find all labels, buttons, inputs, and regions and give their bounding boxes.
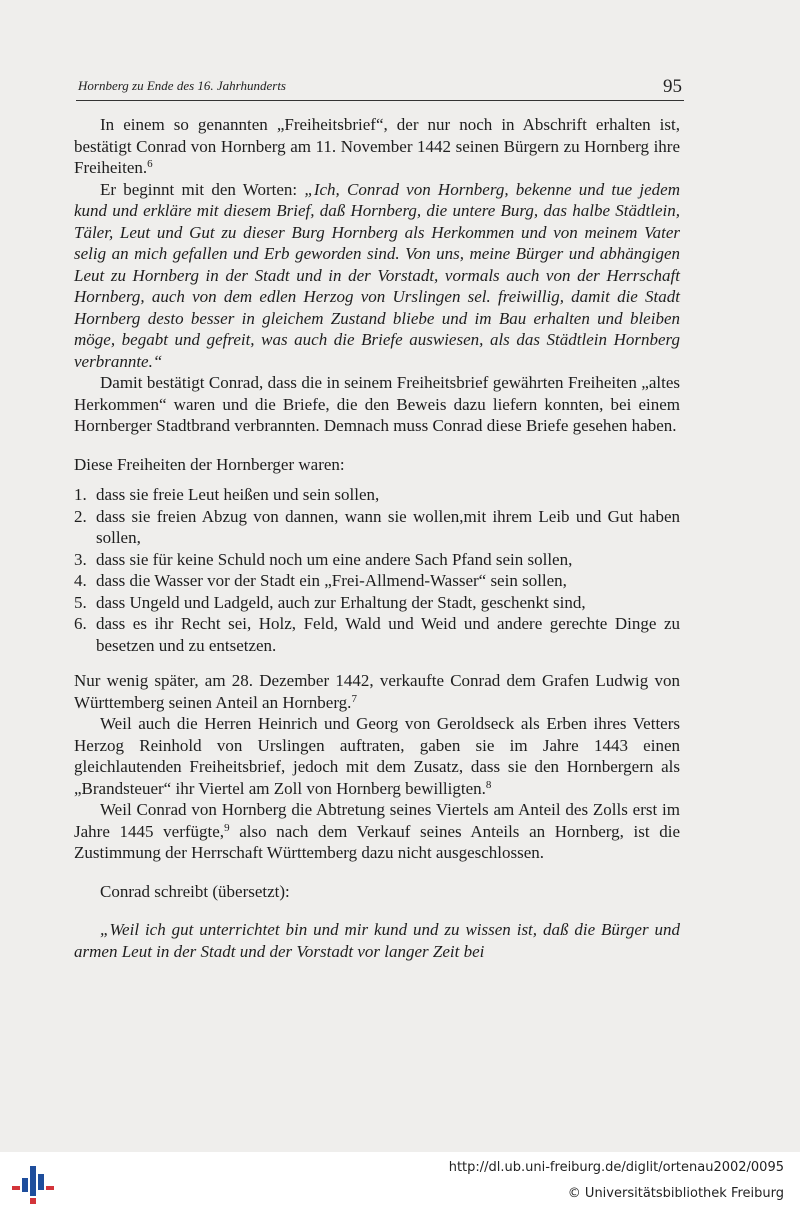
paragraph-8: „Weil ich gut unterrichtet bin und mir kund und zu wissen ist, daß die Bürger und armen Leut in der Stadt und der Vorstadt vor langer Zeit bei [74,920,680,961]
list-item: 6. dass es ihr Recht sei, Holz, Feld, Wald und Weid und andere gerechte Dinge zu besetzen und zu entsetzen. [74,614,680,655]
list-item: 1. dass sie freie Leut heißen und sein sollen, [74,485,380,504]
footnote-ref: 8 [485,778,492,791]
quote-text: „Ich, Conrad von Hornberg, bekenne und tue jedem kund und erkläre mit diesem Brief, daß Hornberg, die untere Burg, das halbe Städtlein, Täler, Leut und Gut zu dieser Burg Hornberg als Herkommen und von meinem Vater selig an mich gefallen und Erb geworden sind. Von uns, meine Bürger und abhängigen Leut zu Hornberg in der Stadt und in der Vorstadt, vormals auch von der Herrschaft Hornberg, auch von dem edlen Herzog von Urslingen sel. freiwillig, damit die Stadt Hornberg desto besser in gleichem Zustand bliebe und im Bau erhalten und bleiben möge, begabt und gefreit, was auch die Briefe auswiesen, als das Städtlein Hornberg verbrannte.“ [74,179,680,371]
list-item: 3. dass sie für keine Schuld noch um eine andere Sach Pfand sein sollen, [74,549,573,569]
list-item: 2. dass sie freien Abzug von dannen, wann sie wollen,mit ihrem Leib und Gut haben sollen, [74,506,680,547]
footer-bar [0,1152,800,1212]
paragraph-6: Weil Conrad von Hornberg die Abtretung seines Viertels am Anteil des Zolls erst im Jahre 1445 verfügte,$^9$ also nach dem Verkauf seines Anteils an Hornberg, ist die Zustimmung der Herrschaft Württemberg dazu nicht ausgeschlossen. [74,800,680,862]
paragraph-3: Damit bestätigt Conrad, dass die in seinem Freiheitsbrief gewährten Freiheiten „altes Herkommen“ waren und die Briefe, die den Beweis dazu liefern konnten, bei einem Hornberger Stadtbrand verbrannten. Demnach muss Conrad diese Briefe gesehen haben. [74,373,680,435]
list-intro: Diese Freiheiten der Hornberger waren: [74,454,345,474]
copyright-notice: © Universitätsbibliothek Freiburg [567,1186,784,1201]
footnote-ref: 7 [351,692,357,705]
paragraph-4: Nur wenig später, am 28. Dezember 1442, verkaufte Conrad dem Grafen Ludwig von Württemberg seinen Anteil an Hornberg.$^7$ [74,671,680,712]
list-item: 4. dass die Wasser vor der Stadt ein „Frei-Allmend-Wasser“ sein sollen, [74,571,567,590]
paragraph-5: Weil auch die Herren Heinrich und Georg von Geroldseck als Erben ihres Vetters Herzog Reinhold von Urslingen auftraten, gaben sie im Jahre 1443 einen gleichlautenden Freiheitsbrief, jedoch mit dem Zusatz, dass sie den Hornbergern als „Brandsteuer“ ihr Viertel am Zoll von Hornberg bewilligten.$^8$ [74,714,680,798]
header-title: Hornberg zu Ende des 16. Jahrhunderts [78,78,286,93]
paragraph-1: In einem so genannten „Freiheitsbrief“, der nur noch in Abschrift erhalten ist, bestätigt Conrad von Hornberg am 11. November 1442 seinen Bürgern zu Hornberg ihre Freiheiten.$^6$ [74,115,680,177]
paragraph-2: Er beginnt mit den Worten: „Ich, Conrad von Hornberg, bekenne und tue jedem kund und erkläre mit diesem Brief, daß Hornberg, die untere Burg, das halbe Städtlein, Täler, Leut und Gut zu dieser Burg Hornberg als Herkommen und von meinem Vater selig an mich gefallen und Erb geworden sind. Von uns, meine Bürger und abhängigen Leut zu Hornberg in der Stadt und in der Vorstadt, vormals auch von der Herrschaft Hornberg, auch von dem edlen Herzog von Urslingen sel. freiwillig, damit die Stadt Hornberg desto besser in gleichem Zustand bliebe und im Bau erhalten und bleiben möge, begabt und gefreit, was auch die Briefe auswiesen, als das Städtlein Hornberg verbrannte.“ [74,179,680,371]
body-text [74,114,680,962]
footnote-ref: 9 [224,821,230,834]
ub-freiburg-logo-icon [10,1164,56,1206]
source-url-link[interactable]: http://dl.ub.uni-freiburg.de/diglit/ortenau2002/0095 [448,1160,784,1175]
running-header [76,74,684,101]
freedoms-list [74,484,680,656]
page-number: 95 [663,76,682,97]
paragraph-7: Conrad schreibt (übersetzt): [100,881,290,901]
footnote-ref: 6 [147,158,153,170]
list-item: 5. dass Ungeld und Ladgeld, auch zur Erhaltung der Stadt, geschenkt sind, [74,592,586,612]
